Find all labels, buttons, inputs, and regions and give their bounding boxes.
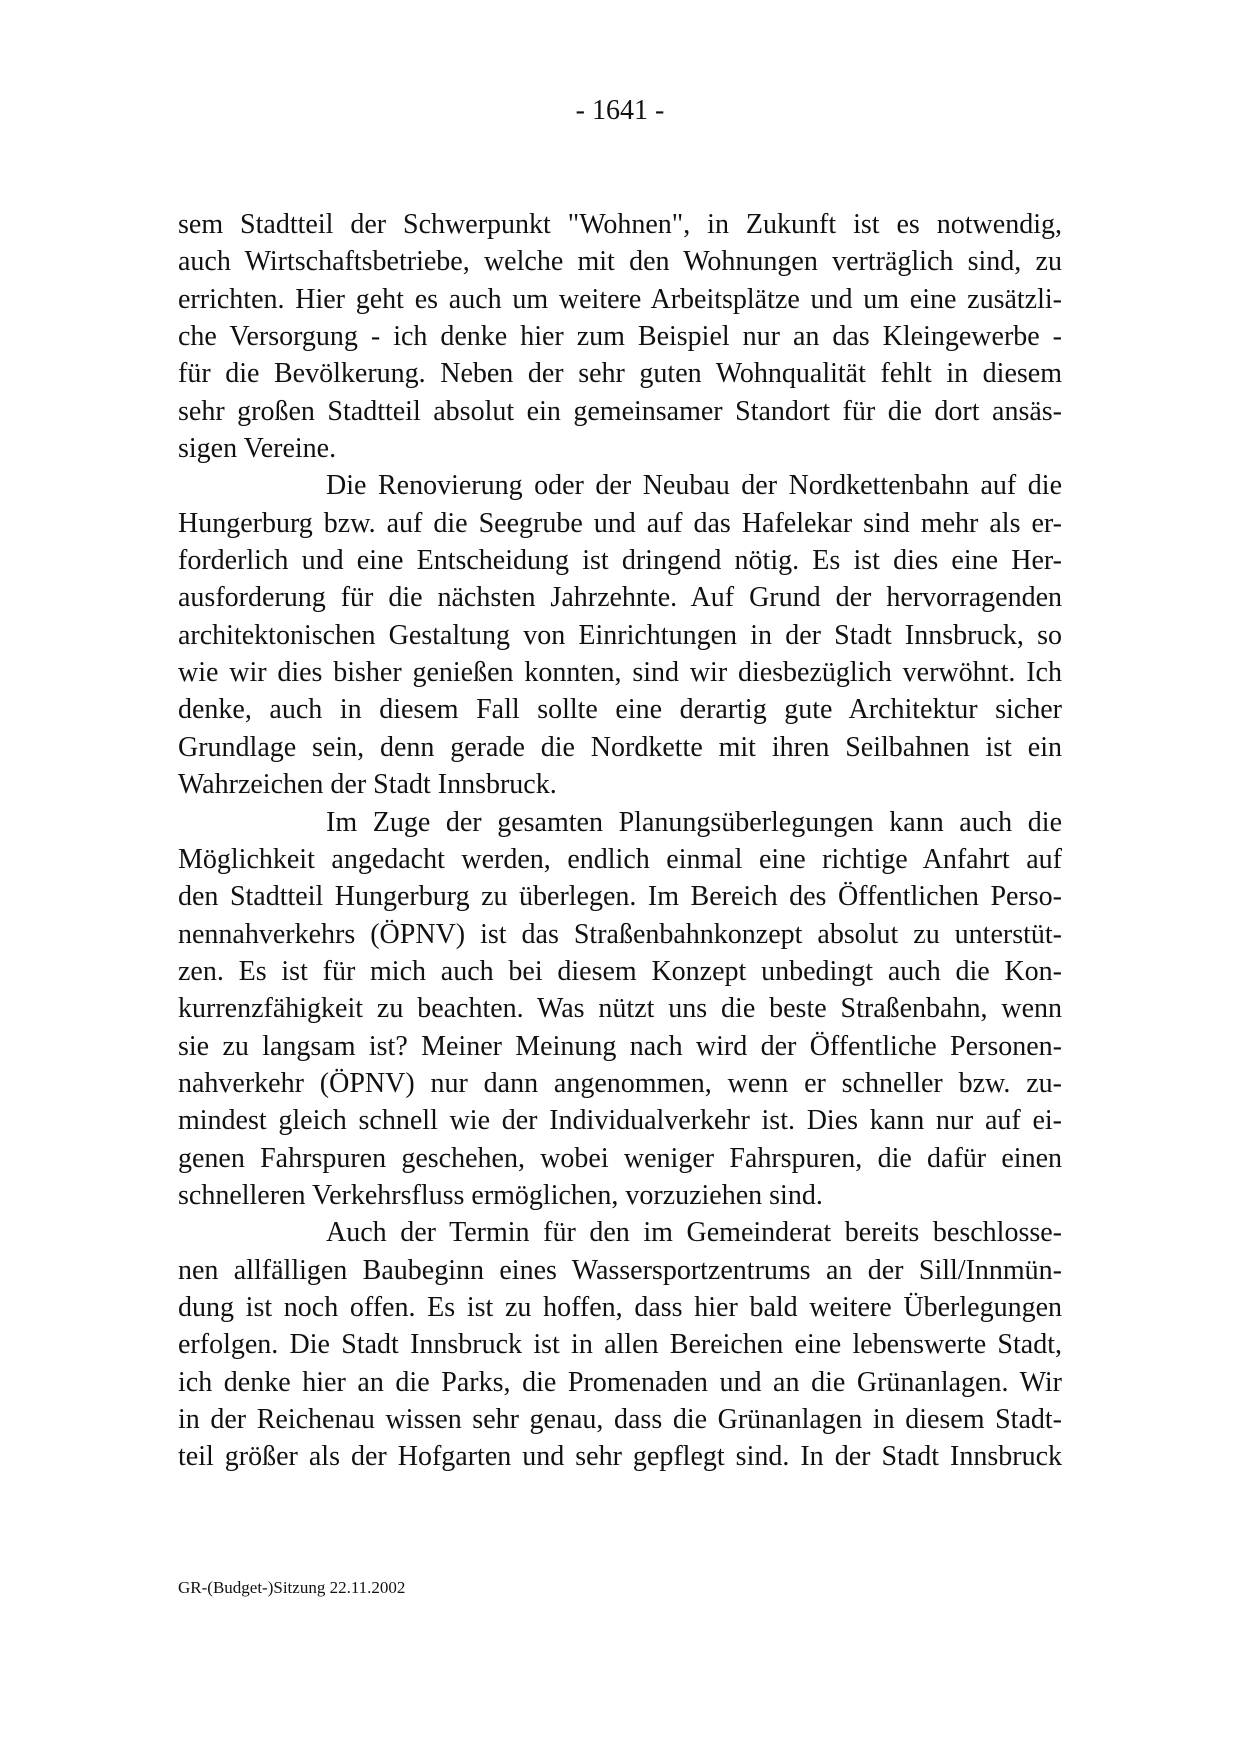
text-line: denke, auch in diesem Fall sollte eine derartig gute Architektur sicher [178,694,1062,726]
text-line: mindest gleich schnell wie der Individualverkehr ist. Dies kann nur auf ei- [178,1105,1062,1137]
text-line: genen Fahrspuren geschehen, wobei weniger Fahrspuren, die dafür einen [178,1142,1062,1174]
text-line: teil größer als der Hofgarten und sehr gepflegt sind. In der Stadt Innsbruck [178,1441,1062,1473]
paragraph-first-line: Auch der Termin für den im Gemeinderat bereits beschlosse- [326,1217,1062,1249]
text-line: schnelleren Verkehrsfluss ermöglichen, vorzuziehen sind. [178,1179,823,1211]
text-line: ich denke hier an die Parks, die Promenaden und an die Grünanlagen. Wir [178,1366,1062,1398]
text-line: auch Wirtschaftsbetriebe, welche mit den Wohnungen verträglich sind, zu [178,246,1062,278]
footer-session-date: GR-(Budget-)Sitzung 22.11.2002 [178,1578,406,1597]
text-line: Wahrzeichen der Stadt Innsbruck. [178,769,557,801]
text-line: sehr großen Stadtteil absolut ein gemeinsamer Standort für die dort ansäs- [178,395,1062,427]
text-line: Grundlage sein, denn gerade die Nordkette mit ihren Seilbahnen ist ein [178,731,1062,763]
text-line: Hungerburg bzw. auf die Seegrube und auf das Hafelekar sind mehr als er- [178,507,1062,539]
text-line: kurrenzfähigkeit zu beachten. Was nützt uns die beste Straßenbahn, wenn [178,993,1062,1025]
page-number: - 1641 - [575,95,665,126]
body-text [178,206,1062,1476]
text-line: sigen Vereine. [178,433,337,465]
text-line: nennahverkehrs (ÖPNV) ist das Straßenbahnkonzept absolut zu unterstüt- [178,918,1062,950]
text-line: für die Bevölkerung. Neben der sehr guten Wohnqualität fehlt in diesem [178,358,1062,390]
text-line: erfolgen. Die Stadt Innsbruck ist in allen Bereichen eine lebenswerte Stadt, [178,1329,1062,1361]
text-line: sie zu langsam ist? Meiner Meinung nach wird der Öffentliche Personen- [178,1030,1062,1062]
text-line: che Versorgung - ich denke hier zum Beispiel nur an das Kleingewerbe - [178,321,1062,353]
text-line: dung ist noch offen. Es ist zu hoffen, dass hier bald weitere Überlegungen [178,1291,1062,1323]
text-line: errichten. Hier geht es auch um weitere Arbeitsplätze und um eine zusätzli- [178,283,1062,315]
text-line: zen. Es ist für mich auch bei diesem Konzept unbedingt auch die Kon- [178,955,1062,987]
text-line: ausforderung für die nächsten Jahrzehnte. Auf Grund der hervorragenden [178,582,1062,614]
text-line: architektonischen Gestaltung von Einrichtungen in der Stadt Innsbruck, so [178,619,1062,651]
paragraph-first-line: Die Renovierung oder der Neubau der Nordkettenbahn auf die [326,470,1062,502]
paragraph-first-line: Im Zuge der gesamten Planungsüberlegungen kann auch die [326,806,1062,838]
text-line: in der Reichenau wissen sehr genau, dass die Grünanlagen in diesem Stadt- [178,1404,1062,1435]
text-line: den Stadtteil Hungerburg zu überlegen. Im Bereich des Öffentlichen Perso- [178,881,1062,913]
text-line: wie wir dies bisher genießen konnten, sind wir diesbezüglich verwöhnt. Ich [178,657,1062,689]
text-line: forderlich und eine Entscheidung ist dringend nötig. Es ist dies eine Her- [178,545,1062,577]
text-line: sem Stadtteil der Schwerpunkt "Wohnen", in Zukunft ist es notwendig, [178,209,1062,240]
text-line: nahverkehr (ÖPNV) nur dann angenommen, wenn er schneller bzw. zu- [178,1067,1062,1099]
text-line: nen allfälligen Baubeginn eines Wassersportzentrums an der Sill/Innmün- [178,1254,1062,1286]
text-line: Möglichkeit angedacht werden, endlich einmal eine richtige Anfahrt auf [178,843,1062,875]
